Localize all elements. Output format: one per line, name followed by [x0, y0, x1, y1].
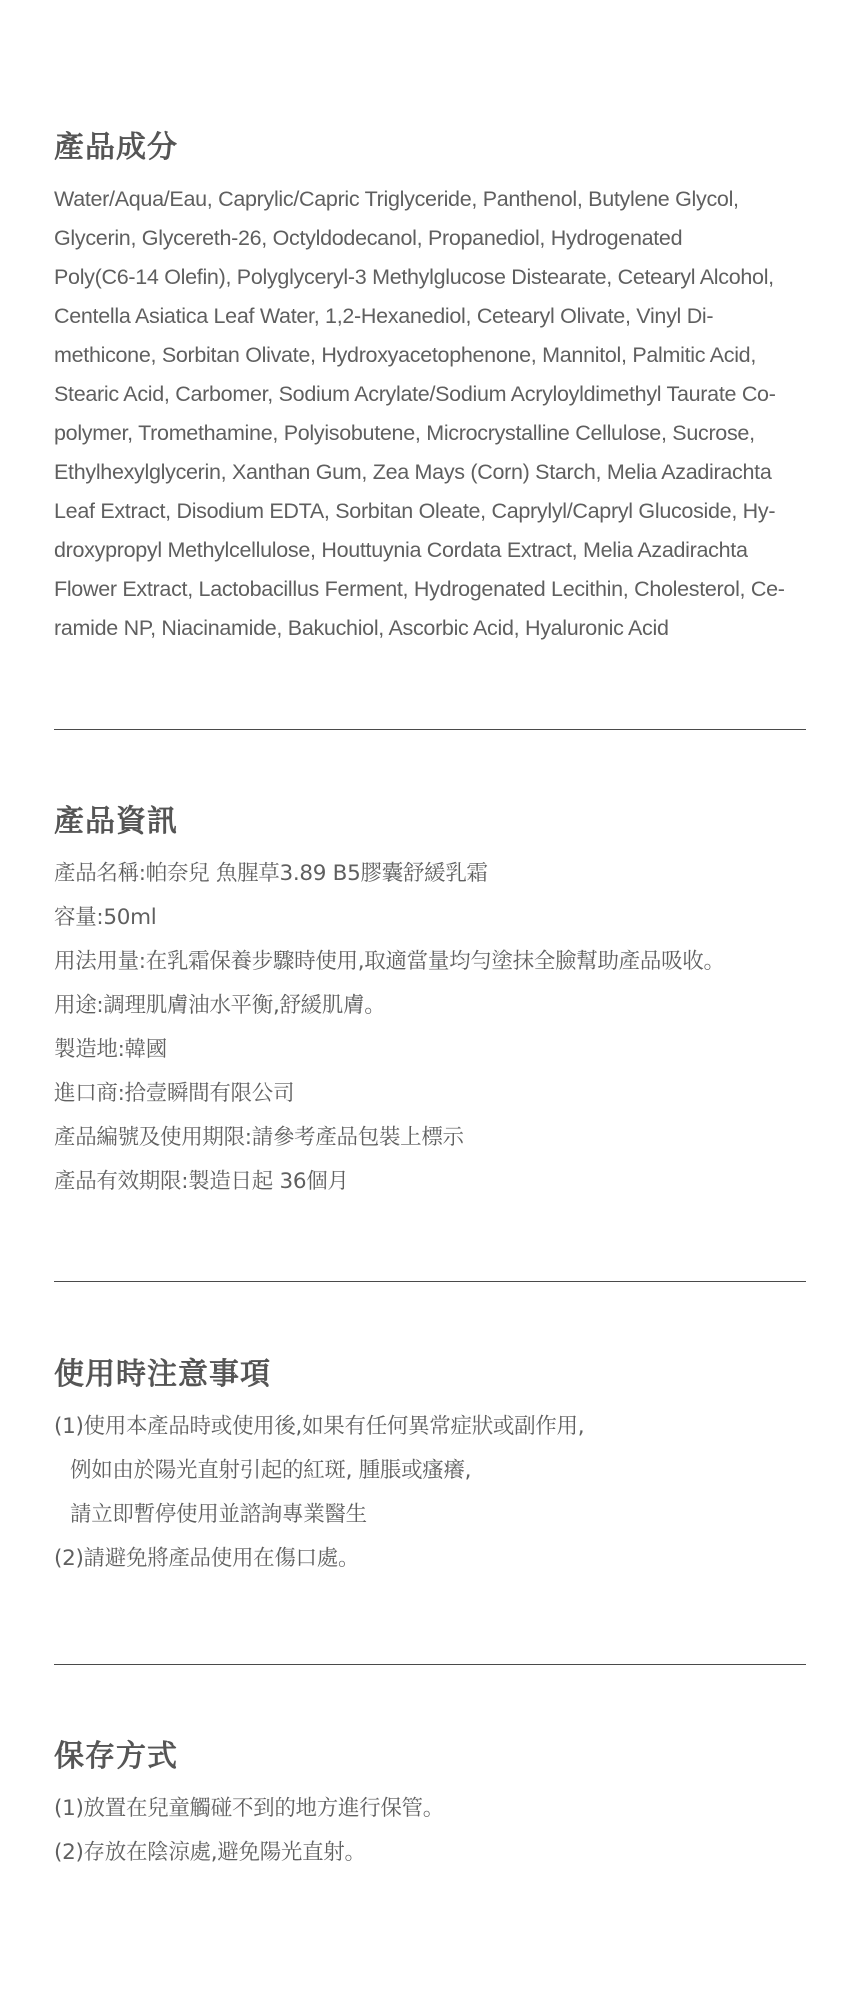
ingredients-line: Leaf Extract, Disodium EDTA, Sorbitan Oleate, Caprylyl/Capryl Glucoside, Hy- [54, 499, 776, 523]
caution-item: (2)請避免將產品使用在傷口處。 [54, 1546, 360, 1571]
ingredients-line: Poly(C6-14 Olefin), Polyglyceryl-3 Methylglucose Distearate, Cetearyl Alcohol, [54, 265, 774, 289]
shelf-life-line: 產品有效期限:製造日起 36個月 [54, 1169, 349, 1194]
ingredients-section [54, 128, 806, 648]
ingredients-line: Stearic Acid, Carbomer, Sodium Acrylate/Sodium Acryloyldimethyl Taurate Co- [54, 382, 776, 406]
cautions-heading: 使用時注意事項 [54, 1357, 271, 1392]
volume-line: 容量:50ml [54, 905, 157, 930]
ingredients-line: Ethylhexylglycerin, Xanthan Gum, Zea Mays (Corn) Starch, Melia Azadirachta [54, 460, 772, 484]
ingredients-line: Flower Extract, Lactobacillus Ferment, Hydrogenated Lecithin, Cholesterol, Ce- [54, 577, 785, 601]
purpose-line: 用途:調理肌膚油水平衡,舒緩肌膚。 [54, 993, 386, 1018]
product-info-heading: 產品資訊 [54, 804, 178, 839]
caution-item: (1)使用本產品時或使用後,如果有任何異常症狀或副作用, [54, 1414, 585, 1439]
ingredients-line: droxypropyl Methylcellulose, Houttuynia Cordata Extract, Melia Azadirachta [54, 538, 748, 562]
cautions-list [54, 1405, 806, 1581]
section-divider [54, 1664, 806, 1665]
caution-item: 請立即暫停使用並諮詢專業醫生 [70, 1502, 367, 1527]
ingredients-heading: 產品成分 [54, 130, 178, 165]
ingredients-line: Water/Aqua/Eau, Caprylic/Capric Triglyceride, Panthenol, Butylene Glycol, [54, 187, 739, 211]
batch-expiry-line: 產品編號及使用期限:請參考產品包裝上標示 [54, 1125, 464, 1150]
ingredients-text [54, 180, 806, 648]
cautions-section [54, 1355, 806, 1581]
storage-item: (2)存放在陰涼處,避免陽光直射。 [54, 1840, 366, 1865]
storage-section [54, 1737, 806, 1875]
storage-list [54, 1787, 806, 1875]
section-divider [54, 1281, 806, 1282]
product-info-section [54, 802, 806, 1204]
ingredients-line: Centella Asiatica Leaf Water, 1,2-Hexanediol, Cetearyl Olivate, Vinyl Di- [54, 304, 714, 328]
ingredients-line: ramide NP, Niacinamide, Bakuchiol, Ascorbic Acid, Hyaluronic Acid [54, 616, 669, 640]
section-divider [54, 729, 806, 730]
ingredients-line: polymer, Tromethamine, Polyisobutene, Microcrystalline Cellulose, Sucrose, [54, 421, 755, 445]
storage-heading: 保存方式 [54, 1739, 178, 1774]
storage-item: (1)放置在兒童觸碰不到的地方進行保管。 [54, 1796, 444, 1821]
caution-item: 例如由於陽光直射引起的紅斑, 腫脹或瘙癢, [70, 1458, 472, 1483]
ingredients-line: methicone, Sorbitan Olivate, Hydroxyacetophenone, Mannitol, Palmitic Acid, [54, 343, 757, 367]
usage-line: 用法用量:在乳霜保養步驟時使用,取適當量均勻塗抹全臉幫助產品吸收。 [54, 949, 725, 974]
product-name-line: 產品名稱:帕奈兒 魚腥草3.89 B5膠囊舒緩乳霜 [54, 861, 488, 886]
ingredients-line: Glycerin, Glycereth-26, Octyldodecanol, Propanediol, Hydrogenated [54, 226, 683, 250]
origin-line: 製造地:韓國 [54, 1037, 167, 1062]
importer-line: 進口商:拾壹瞬間有限公司 [54, 1081, 295, 1106]
product-info-list [54, 852, 806, 1204]
